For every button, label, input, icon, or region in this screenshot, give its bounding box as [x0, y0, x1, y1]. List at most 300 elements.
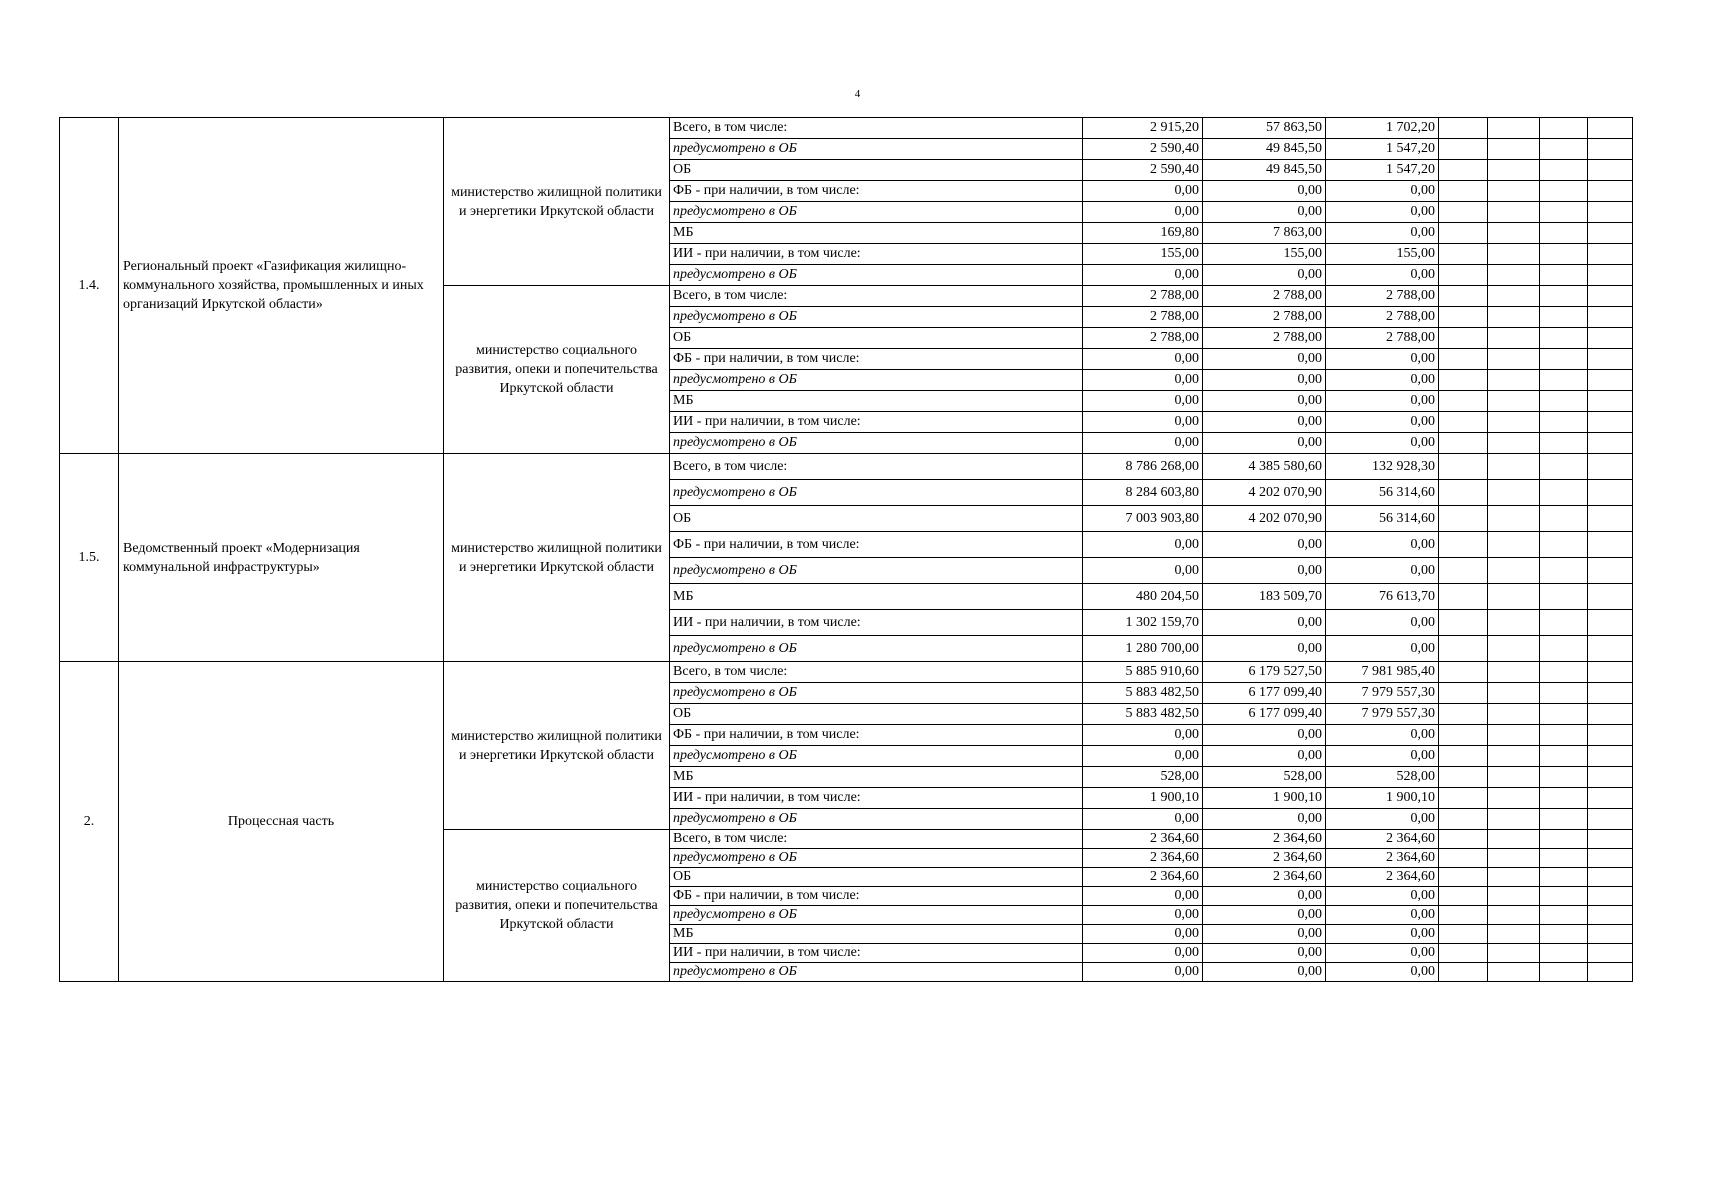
value-year-3: 0,00: [1326, 391, 1439, 412]
empty-cell: [1588, 454, 1633, 480]
empty-cell: [1540, 584, 1588, 610]
value-year-3: 0,00: [1326, 636, 1439, 662]
empty-cell: [1540, 244, 1588, 265]
value-year-2: 0,00: [1203, 925, 1326, 944]
section-name: Процессная часть: [119, 662, 444, 982]
empty-cell: [1488, 704, 1540, 725]
empty-cell: [1588, 286, 1633, 307]
value-year-2: 0,00: [1203, 963, 1326, 982]
empty-cell: [1588, 118, 1633, 139]
empty-cell: [1488, 349, 1540, 370]
executor-name: министерство социального развития, опеки и попечительства Иркутской области: [444, 286, 670, 454]
value-year-2: 49 845,50: [1203, 139, 1326, 160]
empty-cell: [1540, 610, 1588, 636]
empty-cell: [1540, 906, 1588, 925]
empty-cell: [1540, 349, 1588, 370]
empty-cell: [1439, 558, 1488, 584]
value-year-2: 2 364,60: [1203, 849, 1326, 868]
empty-cell: [1588, 265, 1633, 286]
value-year-1: 0,00: [1083, 887, 1203, 906]
empty-cell: [1588, 160, 1633, 181]
empty-cell: [1540, 849, 1588, 868]
empty-cell: [1439, 725, 1488, 746]
funding-source-label: предусмотрено в ОБ: [670, 849, 1083, 868]
value-year-3: 155,00: [1326, 244, 1439, 265]
empty-cell: [1588, 307, 1633, 328]
value-year-3: 2 364,60: [1326, 849, 1439, 868]
value-year-1: 2 915,20: [1083, 118, 1203, 139]
empty-cell: [1540, 160, 1588, 181]
empty-cell: [1488, 746, 1540, 767]
executor-name: министерство социального развития, опеки и попечительства Иркутской области: [444, 830, 670, 982]
value-year-3: 0,00: [1326, 223, 1439, 244]
empty-cell: [1540, 944, 1588, 963]
empty-cell: [1588, 328, 1633, 349]
value-year-3: 0,00: [1326, 265, 1439, 286]
value-year-2: 2 788,00: [1203, 307, 1326, 328]
value-year-2: 0,00: [1203, 906, 1326, 925]
empty-cell: [1540, 454, 1588, 480]
empty-cell: [1540, 725, 1588, 746]
value-year-1: 2 788,00: [1083, 328, 1203, 349]
value-year-2: 0,00: [1203, 391, 1326, 412]
funding-source-label: ИИ - при наличии, в том числе:: [670, 788, 1083, 809]
empty-cell: [1540, 887, 1588, 906]
value-year-2: 0,00: [1203, 532, 1326, 558]
empty-cell: [1540, 704, 1588, 725]
value-year-2: 49 845,50: [1203, 160, 1326, 181]
executor-name: министерство жилищной политики и энергетики Иркутской области: [444, 454, 670, 662]
value-year-3: 0,00: [1326, 349, 1439, 370]
value-year-1: 480 204,50: [1083, 584, 1203, 610]
value-year-2: 0,00: [1203, 181, 1326, 202]
empty-cell: [1439, 139, 1488, 160]
value-year-3: 2 788,00: [1326, 307, 1439, 328]
value-year-2: 6 177 099,40: [1203, 683, 1326, 704]
empty-cell: [1439, 118, 1488, 139]
value-year-2: 0,00: [1203, 433, 1326, 454]
value-year-2: 4 202 070,90: [1203, 506, 1326, 532]
empty-cell: [1439, 223, 1488, 244]
empty-cell: [1439, 307, 1488, 328]
empty-cell: [1439, 454, 1488, 480]
empty-cell: [1588, 830, 1633, 849]
empty-cell: [1588, 349, 1633, 370]
funding-source-label: предусмотрено в ОБ: [670, 746, 1083, 767]
value-year-3: 1 702,20: [1326, 118, 1439, 139]
empty-cell: [1488, 412, 1540, 433]
value-year-1: 0,00: [1083, 265, 1203, 286]
funding-source-label: ФБ - при наличии, в том числе:: [670, 725, 1083, 746]
empty-cell: [1588, 370, 1633, 391]
funding-source-label: предусмотрено в ОБ: [670, 636, 1083, 662]
empty-cell: [1488, 506, 1540, 532]
empty-cell: [1488, 223, 1540, 244]
empty-cell: [1488, 160, 1540, 181]
value-year-1: 5 883 482,50: [1083, 704, 1203, 725]
empty-cell: [1540, 868, 1588, 887]
empty-cell: [1540, 307, 1588, 328]
financing-table: [59, 117, 1633, 982]
empty-cell: [1588, 683, 1633, 704]
value-year-2: 0,00: [1203, 725, 1326, 746]
value-year-2: 0,00: [1203, 370, 1326, 391]
funding-source-label: ОБ: [670, 506, 1083, 532]
empty-cell: [1439, 963, 1488, 982]
value-year-3: 7 981 985,40: [1326, 662, 1439, 683]
empty-cell: [1439, 868, 1488, 887]
empty-cell: [1439, 662, 1488, 683]
empty-cell: [1540, 767, 1588, 788]
value-year-3: 56 314,60: [1326, 506, 1439, 532]
value-year-2: 6 177 099,40: [1203, 704, 1326, 725]
funding-source-label: предусмотрено в ОБ: [670, 265, 1083, 286]
empty-cell: [1488, 139, 1540, 160]
empty-cell: [1439, 202, 1488, 223]
funding-source-label: Всего, в том числе:: [670, 118, 1083, 139]
empty-cell: [1540, 328, 1588, 349]
empty-cell: [1588, 704, 1633, 725]
value-year-3: 1 547,20: [1326, 139, 1439, 160]
value-year-1: 2 364,60: [1083, 830, 1203, 849]
funding-source-label: ФБ - при наличии, в том числе:: [670, 887, 1083, 906]
empty-cell: [1439, 906, 1488, 925]
funding-source-label: предусмотрено в ОБ: [670, 433, 1083, 454]
empty-cell: [1588, 480, 1633, 506]
table-body: [60, 118, 1633, 982]
value-year-1: 1 302 159,70: [1083, 610, 1203, 636]
empty-cell: [1540, 118, 1588, 139]
value-year-3: 0,00: [1326, 725, 1439, 746]
value-year-3: 0,00: [1326, 887, 1439, 906]
empty-cell: [1540, 370, 1588, 391]
empty-cell: [1588, 558, 1633, 584]
value-year-1: 155,00: [1083, 244, 1203, 265]
value-year-1: 0,00: [1083, 725, 1203, 746]
empty-cell: [1588, 610, 1633, 636]
value-year-3: 76 613,70: [1326, 584, 1439, 610]
empty-cell: [1540, 139, 1588, 160]
value-year-2: 0,00: [1203, 202, 1326, 223]
empty-cell: [1540, 433, 1588, 454]
empty-cell: [1488, 584, 1540, 610]
value-year-2: 1 900,10: [1203, 788, 1326, 809]
empty-cell: [1488, 118, 1540, 139]
empty-cell: [1488, 328, 1540, 349]
empty-cell: [1588, 788, 1633, 809]
value-year-3: 1 547,20: [1326, 160, 1439, 181]
funding-source-label: ФБ - при наличии, в том числе:: [670, 349, 1083, 370]
empty-cell: [1439, 181, 1488, 202]
funding-source-label: предусмотрено в ОБ: [670, 906, 1083, 925]
empty-cell: [1588, 725, 1633, 746]
empty-cell: [1488, 944, 1540, 963]
empty-cell: [1439, 704, 1488, 725]
value-year-3: 2 788,00: [1326, 286, 1439, 307]
funding-source-label: МБ: [670, 391, 1083, 412]
empty-cell: [1488, 391, 1540, 412]
section-name: Ведомственный проект «Модернизация коммунальной инфраструктуры»: [119, 454, 444, 662]
value-year-2: 0,00: [1203, 636, 1326, 662]
value-year-2: 0,00: [1203, 887, 1326, 906]
empty-cell: [1488, 558, 1540, 584]
value-year-1: 0,00: [1083, 202, 1203, 223]
value-year-3: 0,00: [1326, 610, 1439, 636]
value-year-2: 0,00: [1203, 349, 1326, 370]
funding-source-label: ИИ - при наличии, в том числе:: [670, 610, 1083, 636]
empty-cell: [1588, 963, 1633, 982]
empty-cell: [1540, 925, 1588, 944]
value-year-1: 8 284 603,80: [1083, 480, 1203, 506]
empty-cell: [1588, 223, 1633, 244]
value-year-2: 183 509,70: [1203, 584, 1326, 610]
value-year-2: 57 863,50: [1203, 118, 1326, 139]
value-year-1: 5 885 910,60: [1083, 662, 1203, 683]
value-year-1: 0,00: [1083, 412, 1203, 433]
empty-cell: [1540, 223, 1588, 244]
empty-cell: [1439, 532, 1488, 558]
empty-cell: [1540, 202, 1588, 223]
value-year-1: 2 590,40: [1083, 139, 1203, 160]
value-year-2: 0,00: [1203, 412, 1326, 433]
empty-cell: [1588, 868, 1633, 887]
empty-cell: [1439, 610, 1488, 636]
empty-cell: [1439, 767, 1488, 788]
empty-cell: [1439, 636, 1488, 662]
value-year-3: 132 928,30: [1326, 454, 1439, 480]
funding-source-label: предусмотрено в ОБ: [670, 683, 1083, 704]
empty-cell: [1588, 809, 1633, 830]
value-year-2: 0,00: [1203, 944, 1326, 963]
funding-source-label: предусмотрено в ОБ: [670, 370, 1083, 391]
empty-cell: [1588, 925, 1633, 944]
value-year-2: 2 364,60: [1203, 830, 1326, 849]
value-year-1: 8 786 268,00: [1083, 454, 1203, 480]
value-year-1: 7 003 903,80: [1083, 506, 1203, 532]
empty-cell: [1540, 963, 1588, 982]
value-year-3: 0,00: [1326, 433, 1439, 454]
funding-source-label: ОБ: [670, 704, 1083, 725]
section-name: Региональный проект «Газификация жилищно-коммунального хозяйства, промышленных и иных организаций Иркутской области»: [119, 118, 444, 454]
value-year-2: 7 863,00: [1203, 223, 1326, 244]
empty-cell: [1488, 849, 1540, 868]
funding-source-label: Всего, в том числе:: [670, 830, 1083, 849]
value-year-1: 0,00: [1083, 809, 1203, 830]
value-year-2: 0,00: [1203, 809, 1326, 830]
empty-cell: [1540, 506, 1588, 532]
funding-source-label: предусмотрено в ОБ: [670, 963, 1083, 982]
section-number: 1.4.: [60, 118, 119, 454]
empty-cell: [1439, 286, 1488, 307]
funding-source-label: МБ: [670, 925, 1083, 944]
value-year-3: 0,00: [1326, 944, 1439, 963]
value-year-2: 2 788,00: [1203, 328, 1326, 349]
empty-cell: [1488, 868, 1540, 887]
empty-cell: [1488, 725, 1540, 746]
value-year-1: 2 364,60: [1083, 868, 1203, 887]
empty-cell: [1540, 683, 1588, 704]
value-year-3: 0,00: [1326, 746, 1439, 767]
empty-cell: [1439, 433, 1488, 454]
empty-cell: [1439, 925, 1488, 944]
empty-cell: [1439, 584, 1488, 610]
empty-cell: [1488, 788, 1540, 809]
table-row: [60, 454, 1633, 480]
empty-cell: [1588, 202, 1633, 223]
value-year-3: 0,00: [1326, 370, 1439, 391]
value-year-3: 0,00: [1326, 558, 1439, 584]
value-year-2: 6 179 527,50: [1203, 662, 1326, 683]
value-year-1: 528,00: [1083, 767, 1203, 788]
value-year-1: 0,00: [1083, 349, 1203, 370]
empty-cell: [1488, 683, 1540, 704]
empty-cell: [1439, 370, 1488, 391]
empty-cell: [1540, 412, 1588, 433]
funding-source-label: ИИ - при наличии, в том числе:: [670, 244, 1083, 265]
empty-cell: [1488, 809, 1540, 830]
empty-cell: [1540, 532, 1588, 558]
empty-cell: [1588, 391, 1633, 412]
empty-cell: [1439, 746, 1488, 767]
value-year-2: 0,00: [1203, 610, 1326, 636]
value-year-1: 0,00: [1083, 746, 1203, 767]
value-year-2: 155,00: [1203, 244, 1326, 265]
value-year-1: 0,00: [1083, 370, 1203, 391]
value-year-1: 0,00: [1083, 963, 1203, 982]
empty-cell: [1488, 307, 1540, 328]
empty-cell: [1439, 160, 1488, 181]
section-number: 1.5.: [60, 454, 119, 662]
value-year-1: 0,00: [1083, 532, 1203, 558]
table-row: [60, 118, 1633, 139]
funding-source-label: ИИ - при наличии, в том числе:: [670, 944, 1083, 963]
empty-cell: [1588, 906, 1633, 925]
empty-cell: [1588, 746, 1633, 767]
value-year-1: 0,00: [1083, 558, 1203, 584]
empty-cell: [1488, 636, 1540, 662]
empty-cell: [1488, 963, 1540, 982]
empty-cell: [1439, 480, 1488, 506]
funding-source-label: предусмотрено в ОБ: [670, 202, 1083, 223]
empty-cell: [1588, 433, 1633, 454]
value-year-1: 0,00: [1083, 181, 1203, 202]
value-year-3: 0,00: [1326, 963, 1439, 982]
value-year-1: 2 364,60: [1083, 849, 1203, 868]
value-year-1: 0,00: [1083, 925, 1203, 944]
funding-source-label: предусмотрено в ОБ: [670, 139, 1083, 160]
funding-source-label: МБ: [670, 767, 1083, 788]
funding-source-label: МБ: [670, 223, 1083, 244]
empty-cell: [1439, 506, 1488, 532]
empty-cell: [1540, 391, 1588, 412]
funding-source-label: Всего, в том числе:: [670, 662, 1083, 683]
funding-source-label: ОБ: [670, 160, 1083, 181]
empty-cell: [1488, 906, 1540, 925]
section-number: 2.: [60, 662, 119, 982]
empty-cell: [1588, 506, 1633, 532]
empty-cell: [1588, 767, 1633, 788]
empty-cell: [1439, 788, 1488, 809]
value-year-1: 5 883 482,50: [1083, 683, 1203, 704]
funding-source-label: предусмотрено в ОБ: [670, 809, 1083, 830]
empty-cell: [1488, 887, 1540, 906]
value-year-1: 2 788,00: [1083, 307, 1203, 328]
value-year-2: 4 385 580,60: [1203, 454, 1326, 480]
empty-cell: [1540, 480, 1588, 506]
empty-cell: [1439, 265, 1488, 286]
empty-cell: [1488, 662, 1540, 683]
value-year-1: 169,80: [1083, 223, 1203, 244]
empty-cell: [1588, 139, 1633, 160]
empty-cell: [1488, 370, 1540, 391]
funding-source-label: предусмотрено в ОБ: [670, 558, 1083, 584]
value-year-3: 7 979 557,30: [1326, 704, 1439, 725]
funding-source-label: ОБ: [670, 868, 1083, 887]
empty-cell: [1488, 265, 1540, 286]
empty-cell: [1488, 454, 1540, 480]
value-year-3: 1 900,10: [1326, 788, 1439, 809]
empty-cell: [1439, 683, 1488, 704]
empty-cell: [1540, 662, 1588, 683]
empty-cell: [1439, 849, 1488, 868]
value-year-2: 0,00: [1203, 558, 1326, 584]
value-year-3: 0,00: [1326, 532, 1439, 558]
empty-cell: [1439, 809, 1488, 830]
table-row: [60, 662, 1633, 683]
value-year-2: 4 202 070,90: [1203, 480, 1326, 506]
empty-cell: [1488, 767, 1540, 788]
value-year-3: 2 364,60: [1326, 830, 1439, 849]
value-year-1: 0,00: [1083, 906, 1203, 925]
empty-cell: [1488, 480, 1540, 506]
value-year-3: 0,00: [1326, 906, 1439, 925]
empty-cell: [1540, 746, 1588, 767]
empty-cell: [1588, 412, 1633, 433]
empty-cell: [1540, 830, 1588, 849]
value-year-2: 2 788,00: [1203, 286, 1326, 307]
value-year-3: 2 788,00: [1326, 328, 1439, 349]
value-year-1: 0,00: [1083, 433, 1203, 454]
empty-cell: [1488, 244, 1540, 265]
empty-cell: [1540, 558, 1588, 584]
value-year-3: 0,00: [1326, 181, 1439, 202]
empty-cell: [1488, 532, 1540, 558]
empty-cell: [1588, 887, 1633, 906]
empty-cell: [1540, 636, 1588, 662]
value-year-3: 0,00: [1326, 202, 1439, 223]
empty-cell: [1439, 349, 1488, 370]
empty-cell: [1488, 830, 1540, 849]
value-year-2: 2 364,60: [1203, 868, 1326, 887]
empty-cell: [1588, 849, 1633, 868]
funding-source-label: ФБ - при наличии, в том числе:: [670, 181, 1083, 202]
value-year-3: 7 979 557,30: [1326, 683, 1439, 704]
value-year-1: 2 590,40: [1083, 160, 1203, 181]
empty-cell: [1488, 286, 1540, 307]
value-year-2: 0,00: [1203, 746, 1326, 767]
empty-cell: [1439, 944, 1488, 963]
empty-cell: [1488, 433, 1540, 454]
executor-name: министерство жилищной политики и энергетики Иркутской области: [444, 662, 670, 830]
value-year-1: 1 900,10: [1083, 788, 1203, 809]
value-year-2: 0,00: [1203, 265, 1326, 286]
empty-cell: [1588, 181, 1633, 202]
empty-cell: [1540, 809, 1588, 830]
empty-cell: [1540, 265, 1588, 286]
empty-cell: [1488, 925, 1540, 944]
empty-cell: [1540, 181, 1588, 202]
value-year-3: 2 364,60: [1326, 868, 1439, 887]
